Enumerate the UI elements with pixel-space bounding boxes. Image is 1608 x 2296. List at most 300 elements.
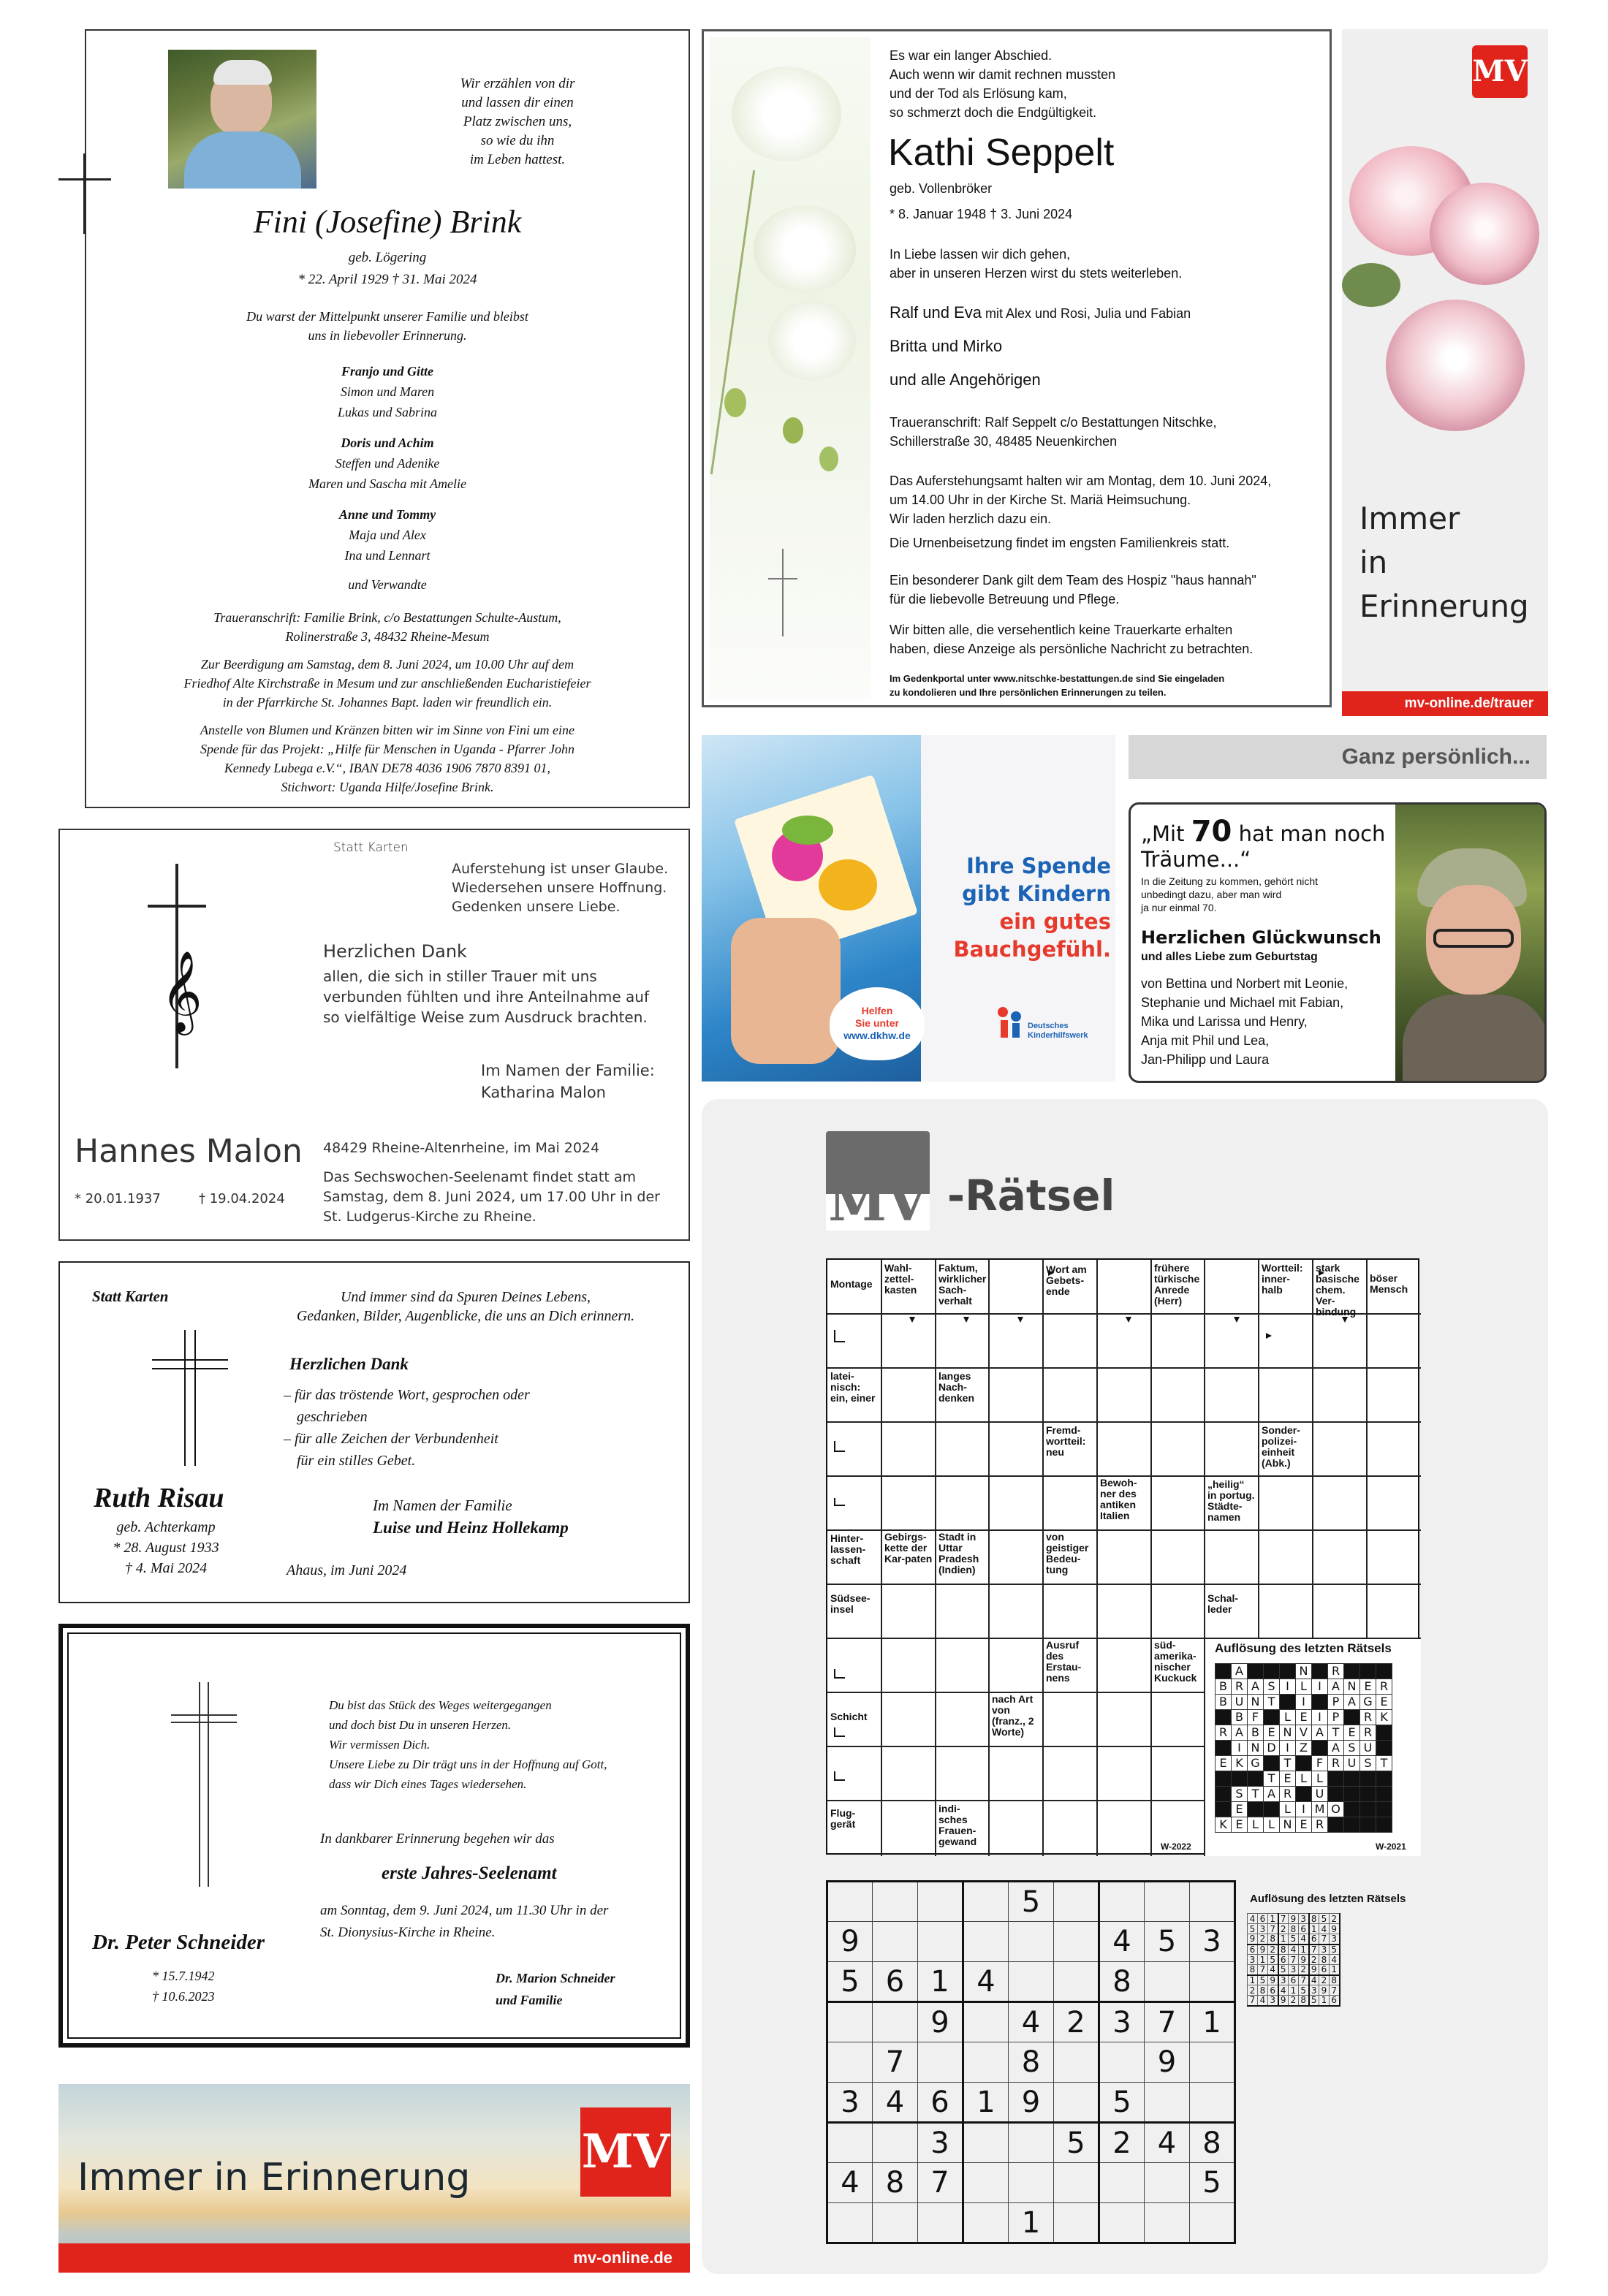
born: * 20.01.1937: [75, 1191, 161, 1206]
place-date: 48429 Rheine-Altenrheine, im Mai 2024: [323, 1140, 600, 1156]
family-line: Katharina Malon: [481, 1084, 606, 1101]
sudoku-cell[interactable]: [1145, 2203, 1190, 2243]
born-name: geb. Achterkamp: [116, 1519, 216, 1535]
solution-cell: L: [1280, 1710, 1296, 1725]
solution-cell: R: [1360, 1710, 1376, 1725]
family-line: Dr. Marion Schneider: [496, 1971, 615, 1985]
solution-cell: E: [1280, 1771, 1296, 1787]
sudoku-cell[interactable]: [1099, 1882, 1145, 1922]
solution-cell: 3: [1289, 1965, 1299, 1975]
solution-cell: K: [1232, 1756, 1248, 1771]
solution-cell: 7: [1309, 1945, 1319, 1955]
solution-cell: 2: [1309, 1955, 1319, 1965]
puzzle-code: W-2022: [1161, 1841, 1191, 1852]
mv-url-link[interactable]: mv-online.de: [58, 2243, 690, 2273]
sudoku-cell: 3: [827, 2083, 873, 2123]
family-head: Franjo und Gitte: [341, 364, 434, 379]
solution-cell: R: [1216, 1725, 1232, 1741]
sudoku-row: [827, 2203, 1235, 2243]
solution-cell: 4: [1330, 1955, 1340, 1965]
sudoku-cell[interactable]: [1054, 2083, 1099, 2123]
address: [86, 608, 689, 646]
died: † 10.6.2023: [152, 1989, 215, 2004]
solution-cell: 7: [1299, 1975, 1309, 1985]
solution-cell: L: [1264, 1817, 1280, 1833]
sudoku-cell[interactable]: [827, 2123, 873, 2163]
solution-cell: I: [1280, 1741, 1296, 1756]
solution-cell: 6: [1248, 1945, 1258, 1955]
clue: Wort am Gebets-ende: [1046, 1263, 1087, 1297]
sudoku-cell[interactable]: [827, 2203, 873, 2243]
service-line: um 14.00 Uhr in der Kirche St. Mariä Heimsuchung.: [890, 493, 1191, 507]
solution-cell: R: [1328, 1664, 1344, 1679]
poem-line: so schmerzt doch die Endgültigkeit.: [890, 105, 1097, 120]
solution-cell: 6: [1268, 1985, 1278, 1996]
solution-cell: N: [1280, 1725, 1296, 1741]
solution-cell: [1376, 1817, 1392, 1833]
funeral-line: in der Pfarrkirche St. Johannes Bapt. laden wir freundlich ein.: [222, 695, 553, 710]
solution-row: [1216, 1695, 1392, 1710]
sudoku-cell[interactable]: [873, 2002, 918, 2042]
solution-cell: 3: [1248, 1955, 1258, 1965]
sender-line: Mika und Larissa und Henry,: [1141, 1014, 1308, 1029]
solution-cell: B: [1232, 1710, 1248, 1725]
sudoku-cell: 6: [873, 1962, 918, 2002]
quote-line: Auferstehung ist unser Glaube.: [452, 861, 669, 877]
sudoku-cell[interactable]: [1054, 1882, 1099, 1922]
poem-line: Auch wenn wir damit rechnen mussten: [890, 67, 1116, 82]
card-line: Wir bitten alle, die versehentlich keine Trauerkarte erhalten: [890, 623, 1233, 637]
solution-cell: I: [1296, 1695, 1312, 1710]
born-name: geb. Lögering: [348, 250, 427, 265]
dkhw-name: [1028, 1022, 1088, 1041]
thanks: [323, 966, 649, 1027]
sudoku-cell[interactable]: [1190, 2203, 1235, 2243]
poem-line: Du bist das Stück des Weges weitergegangen: [329, 1698, 552, 1712]
text-intro: [890, 245, 1182, 283]
sudoku-cell[interactable]: [918, 1922, 963, 1962]
sudoku-cell[interactable]: [827, 2002, 873, 2042]
solution-cell: B: [1216, 1679, 1232, 1695]
personal-banner: Ganz persönlich...: [1129, 735, 1547, 779]
solution-row: [1216, 1725, 1392, 1741]
clue: Wahl-zettel-kasten: [884, 1262, 917, 1296]
slogan-line: Immer: [1359, 501, 1460, 536]
sudoku-cell[interactable]: [1054, 2203, 1099, 2243]
solution-row: [1248, 1924, 1340, 1934]
card-note: [890, 620, 1253, 658]
solution-cell: 8: [1258, 1985, 1268, 1996]
solution-cell: E: [1232, 1802, 1248, 1817]
sudoku-cell[interactable]: [873, 2123, 918, 2163]
sudoku-cell: 5: [1009, 1882, 1054, 1922]
family-rest: mit Alex und Rosi, Julia und Fabian: [981, 306, 1191, 321]
solution-cell: 1: [1319, 1996, 1330, 2006]
family-head: Doris und Achim: [341, 436, 434, 450]
clue: Bewoh-ner des antiken Italien: [1100, 1477, 1137, 1521]
solution-cell: G: [1360, 1695, 1376, 1710]
solution-cell: 8: [1299, 1996, 1309, 2006]
portrait-photo: [1395, 805, 1547, 1083]
sudoku-cell[interactable]: [1009, 2163, 1054, 2203]
solution-cell: 8: [1278, 1945, 1289, 1955]
deceased-name: Kathi Seppelt: [888, 132, 1115, 174]
sudoku-cell[interactable]: [963, 1922, 1009, 1962]
thanks-line: Ein besonderer Dank gilt dem Team des Hospiz "haus hannah": [890, 573, 1256, 588]
family-head: Anne und Tommy: [338, 507, 436, 522]
badge-line: Sie unter: [855, 1017, 899, 1029]
funeral-line: Friedhof Alte Kirchstraße in Mesum und zur anschließenden Eucharistiefeier: [183, 676, 591, 691]
solution-cell: S: [1360, 1756, 1376, 1771]
solution-cell: 6: [1309, 1934, 1319, 1945]
sudoku-row: [827, 1882, 1235, 1922]
solution-cell: E: [1376, 1695, 1392, 1710]
solution-row: [1216, 1802, 1392, 1817]
deceased-name: Hannes Malon: [75, 1133, 303, 1170]
solution-cell: I: [1312, 1710, 1328, 1725]
sudoku-cell: 1: [963, 2083, 1009, 2123]
sudoku-cell[interactable]: [1099, 2042, 1145, 2083]
badge-line: Helfen: [861, 1005, 893, 1016]
solution-cell: 6: [1330, 1996, 1340, 2006]
solution-cell: 2: [1319, 1975, 1330, 1985]
solution-cell: 9: [1248, 1934, 1258, 1945]
sudoku-cell[interactable]: [873, 2203, 918, 2243]
sudoku-cell: 8: [873, 2163, 918, 2203]
urn-info: Die Urnenbeisetzung findet im engsten Familienkreis statt.: [890, 536, 1230, 550]
sudoku-cell[interactable]: [918, 1882, 963, 1922]
family-line: Im Namen der Familie:: [481, 1062, 655, 1079]
solution-cell: 7: [1258, 1965, 1268, 1975]
clue: Wortteil: inner-halb: [1262, 1262, 1303, 1296]
sudoku-cell: 4: [1145, 2123, 1190, 2163]
solution-cell: [1312, 1741, 1328, 1756]
sudoku-cell[interactable]: [918, 2042, 963, 2083]
sudoku-cell: 9: [827, 1922, 873, 1962]
solution-cell: [1360, 1817, 1376, 1833]
mv-logo: MV: [580, 2107, 671, 2197]
solution-cell: 8: [1330, 1975, 1340, 1985]
quote-number: 70: [1191, 815, 1232, 848]
solution-cell: N: [1280, 1817, 1296, 1833]
family-list: [86, 361, 689, 595]
sudoku-cell[interactable]: [873, 1882, 918, 1922]
sudoku-cell[interactable]: [827, 1882, 873, 1922]
sudoku-cell[interactable]: [1145, 2083, 1190, 2123]
statt-karten: Statt Karten: [92, 1288, 169, 1305]
solution-cell: F: [1312, 1756, 1328, 1771]
birthday-ad: [1129, 802, 1547, 1083]
life-dates: * 8. Januar 1948 † 3. Juni 2024: [890, 207, 1073, 221]
funeral-line: Zur Beerdigung am Samstag, dem 8. Juni 2024, um 10.00 Uhr auf dem: [200, 657, 574, 672]
clue: Fremd-wortteil: neu: [1046, 1424, 1086, 1458]
solution-cell: Z: [1296, 1741, 1312, 1756]
solution-row: [1248, 1934, 1340, 1945]
donation-line: Spende für das Projekt: „Hilfe für Menschen in Uganda - Pfarrer John: [200, 742, 575, 756]
family-names: Ralf und Eva: [890, 303, 982, 322]
solution-cell: 8: [1289, 1924, 1299, 1934]
solution-cell: [1360, 1802, 1376, 1817]
poem-line: Platz zwischen uns,: [463, 114, 572, 129]
sender-line: von Bettina und Norbert mit Leonie,: [1141, 976, 1349, 991]
solution-cell: 2: [1289, 1996, 1299, 2006]
solution-title: Auflösung des letzten Rätsels: [1215, 1641, 1392, 1655]
solution-cell: 4: [1248, 1914, 1258, 1924]
card-line: haben, diese Anzeige als persönliche Nachricht zu betrachten.: [890, 642, 1254, 656]
solution-row: [1216, 1710, 1392, 1725]
service-line: Das Sechswochen-Seelenamt findet statt am: [323, 1169, 637, 1185]
quote-part: hat man noch: [1232, 821, 1386, 846]
sudoku-cell[interactable]: [918, 2203, 963, 2243]
donation-line: Kennedy Lubega e.V.“, IBAN DE78 4036 1906 7870 8391 01,: [224, 761, 551, 775]
solution-row: [1248, 1996, 1340, 2006]
poem-line: im Leben hattest.: [469, 152, 566, 167]
senders: [1141, 974, 1348, 1069]
service: [323, 1168, 660, 1227]
sudoku-cell[interactable]: [1145, 2163, 1190, 2203]
slogan-line: ein gutes: [999, 909, 1111, 934]
solution-cell: [1232, 1771, 1248, 1787]
solution-cell: 2: [1278, 1924, 1289, 1934]
solution-cell: 6: [1299, 1924, 1309, 1934]
quote-line-2: Träume...“: [1141, 847, 1251, 872]
sudoku-cell[interactable]: [1190, 2042, 1235, 2083]
sudoku-cell[interactable]: [963, 2203, 1009, 2243]
thanks: [284, 1384, 530, 1472]
life-dates: * 22. April 1929 † 31. Mai 2024: [297, 272, 477, 287]
solution-cell: E: [1360, 1679, 1376, 1695]
solution-cell: A: [1344, 1695, 1360, 1710]
sudoku-cell[interactable]: [1190, 1962, 1235, 2002]
solution-cell: 3: [1330, 1934, 1340, 1945]
solution-row: [1248, 1945, 1340, 1955]
solution-cell: 9: [1278, 1996, 1289, 2006]
solution-cell: R: [1360, 1725, 1376, 1741]
clue: indi-sches Frauen-gewand: [938, 1803, 977, 1847]
sudoku-cell[interactable]: [1054, 1962, 1099, 2002]
family-pre: Im Namen der Familie: [373, 1497, 512, 1514]
solution-row: [1248, 1985, 1340, 1996]
sudoku-cell[interactable]: [963, 2002, 1009, 2042]
thanks-line: verbunden fühlten und ihre Anteilnahme auf: [323, 988, 649, 1006]
sudoku-cell[interactable]: [1054, 1922, 1099, 1962]
solution-cell: K: [1376, 1710, 1392, 1725]
sudoku-cell[interactable]: [873, 1922, 918, 1962]
clue: Sonder-polizei-einheit (Abk.): [1262, 1424, 1300, 1469]
raetsel-title: -Rätsel: [947, 1171, 1115, 1220]
sudoku-cell[interactable]: [1190, 2083, 1235, 2123]
solution-cell: N: [1344, 1679, 1360, 1695]
solution-cell: [1216, 1710, 1232, 1725]
clue: Stadt in Uttar Pradesh (Indien): [938, 1531, 979, 1575]
solution-cell: U: [1360, 1741, 1376, 1756]
puzzle-code: W-2021: [1376, 1841, 1406, 1852]
quote-line: Und immer sind da Spuren Deines Lebens,: [340, 1289, 591, 1305]
sudoku-cell: 1: [1190, 2002, 1235, 2042]
sudoku-solution-grid: [1247, 1913, 1340, 2007]
solution-cell: 5: [1248, 1924, 1258, 1934]
solution-cell: A: [1232, 1725, 1248, 1741]
sudoku-cell[interactable]: [1099, 2163, 1145, 2203]
solution-cell: N: [1248, 1695, 1264, 1710]
solution-cell: 1: [1299, 1945, 1309, 1955]
solution-cell: 1: [1258, 1955, 1268, 1965]
solution-cell: 2: [1258, 1934, 1268, 1945]
sudoku-cell[interactable]: [1054, 2163, 1099, 2203]
solution-cell: [1328, 1771, 1344, 1787]
service: [890, 471, 1271, 528]
solution-cell: 3: [1258, 1924, 1268, 1934]
solution-cell: [1344, 1664, 1360, 1679]
sudoku-cell[interactable]: [963, 2042, 1009, 2083]
clue: Südsee-insel: [830, 1592, 871, 1615]
solution-cell: R: [1280, 1787, 1296, 1802]
sudoku-cell: 7: [873, 2042, 918, 2083]
small-line: In die Zeitung zu kommen, gehört nicht: [1141, 875, 1319, 887]
family-member: Simon und Maren: [340, 384, 435, 399]
sudoku-cell[interactable]: [963, 1882, 1009, 1922]
thanks-line: allen, die sich in stiller Trauer mit uns: [323, 968, 597, 985]
sudoku-cell[interactable]: [963, 2163, 1009, 2203]
solution-cell: 7: [1278, 1914, 1289, 1924]
cross-clef-icon: 𝄞: [148, 864, 206, 1068]
family-member: Maja und Alex: [349, 528, 426, 542]
sudoku-cell: 9: [1009, 2083, 1054, 2123]
sudoku-cell[interactable]: [1009, 1922, 1054, 1962]
solution-cell: T: [1328, 1725, 1344, 1741]
clue: Faktum, wirklicher Sach-verhalt: [938, 1262, 987, 1307]
solution-cell: 7: [1319, 1934, 1330, 1945]
solution-cell: K: [1216, 1817, 1232, 1833]
funeral-info: [86, 655, 689, 712]
solution-cell: T: [1280, 1756, 1296, 1771]
solution-cell: A: [1264, 1787, 1280, 1802]
cross-icon: [768, 549, 797, 636]
solution-cell: [1216, 1771, 1232, 1787]
sudoku-cell[interactable]: [1009, 1962, 1054, 2002]
solution-row: [1216, 1679, 1392, 1695]
solution-cell: R: [1312, 1817, 1328, 1833]
solution-cell: 2: [1268, 1945, 1278, 1955]
solution-cell: I: [1232, 1741, 1248, 1756]
mv-memorial-ad: [1342, 29, 1548, 716]
sudoku-cell[interactable]: [1009, 2123, 1054, 2163]
sudoku-solution-title: Auflösung des letzten Rätsels: [1250, 1893, 1406, 1905]
sudoku-cell: 3: [918, 2123, 963, 2163]
org-line: Kinderhilfswerk: [1028, 1031, 1088, 1040]
solution-cell: 4: [1289, 1945, 1299, 1955]
intro-line: uns in liebevoller Erinnerung.: [308, 328, 467, 343]
sudoku-cell[interactable]: [1054, 2042, 1099, 2083]
clue: frühere türkische Anrede (Herr): [1154, 1262, 1200, 1307]
solution-cell: S: [1232, 1787, 1248, 1802]
service-line: Samstag, dem 8. Juni 2024, um 17.00 Uhr in der: [323, 1189, 660, 1205]
badge-line: www.dkhw.de: [843, 1030, 911, 1041]
sudoku-row: [827, 1922, 1235, 1962]
solution-cell: 4: [1299, 1934, 1309, 1945]
obituary-seppelt: [702, 29, 1332, 707]
address: [890, 413, 1217, 451]
clue: böser Mensch: [1370, 1272, 1408, 1295]
sudoku-cell: 4: [1099, 1922, 1145, 1962]
solution-cell: 1: [1278, 1934, 1289, 1945]
family-member: Maren und Sascha mit Amelie: [308, 476, 466, 491]
solution-cell: 7: [1268, 1924, 1278, 1934]
solution-cell: 2: [1330, 1914, 1340, 1924]
place-date: Ahaus, im Juni 2024: [287, 1562, 407, 1578]
solution-cell: [1248, 1664, 1264, 1679]
poem-line: so wie du ihn: [480, 133, 555, 148]
deceased-name: Fini (Josefine) Brink: [253, 204, 522, 240]
obituary-risau: [58, 1261, 690, 1603]
family-member: Steffen und Adenike: [335, 456, 440, 471]
sudoku-cell[interactable]: [1145, 1882, 1190, 1922]
address-line: Schillerstraße 30, 48485 Neuenkirchen: [890, 434, 1118, 449]
sudoku-cell: 7: [1145, 2002, 1190, 2042]
donation-line: Anstelle von Blumen und Kränzen bitten wir im Sinne von Fini um eine: [200, 723, 574, 737]
solution-cell: [1264, 1710, 1280, 1725]
sudoku-cell: 4: [873, 2083, 918, 2123]
sudoku-cell[interactable]: [1099, 2203, 1145, 2243]
sudoku-cell[interactable]: [1190, 1882, 1235, 1922]
cross-icon: [171, 1682, 237, 1887]
solution-cell: A: [1328, 1679, 1344, 1695]
solution-cell: 5: [1268, 1955, 1278, 1965]
quote-line: Wiedersehen unsere Hoffnung.: [452, 880, 667, 896]
thanks: [890, 571, 1256, 609]
sudoku-cell: 7: [918, 2163, 963, 2203]
sudoku-cell: 8: [1190, 2123, 1235, 2163]
sudoku-cell[interactable]: [827, 2042, 873, 2083]
solution-cell: 7: [1289, 1955, 1299, 1965]
solution-cell: 8: [1309, 1914, 1319, 1924]
thanks-line: – für das tröstende Wort, gesprochen oder: [284, 1387, 530, 1403]
solution-cell: A: [1248, 1679, 1264, 1695]
solution-cell: [1360, 1664, 1376, 1679]
solution-cell: [1216, 1787, 1232, 1802]
solution-cell: [1344, 1787, 1360, 1802]
solution-row: [1216, 1756, 1392, 1771]
dkhw-logo-icon: [998, 1007, 1023, 1039]
solution-cell: I: [1312, 1679, 1328, 1695]
sudoku-cell[interactable]: [1145, 1962, 1190, 2002]
sudoku-cell[interactable]: [963, 2123, 1009, 2163]
portal-line: Im Gedenkportal unter www.nitschke-bestattungen.de sind Sie eingeladen: [890, 673, 1225, 684]
solution-cell: P: [1328, 1710, 1344, 1725]
sudoku-cell: 4: [1009, 2002, 1054, 2042]
solution-cell: D: [1264, 1741, 1280, 1756]
family-member: Lukas und Sabrina: [337, 405, 437, 419]
solution-cell: 3: [1309, 1985, 1319, 1996]
solution-cell: S: [1344, 1741, 1360, 1756]
quote-line-1: [1141, 815, 1385, 848]
sudoku-cell: 3: [1099, 2002, 1145, 2042]
solution-cell: L: [1296, 1771, 1312, 1787]
solution-cell: 8: [1248, 1965, 1258, 1975]
family-1: [890, 303, 1191, 322]
solution-cell: P: [1328, 1695, 1344, 1710]
mv-url-link[interactable]: mv-online.de/trauer: [1342, 691, 1548, 716]
sudoku-grid[interactable]: [826, 1880, 1236, 2244]
born-name: geb. Vollenbröker: [890, 181, 993, 196]
solution-cell: A: [1232, 1664, 1248, 1679]
solution-cell: G: [1248, 1756, 1264, 1771]
solution-cell: [1376, 1725, 1392, 1741]
solution-cell: F: [1248, 1710, 1264, 1725]
sudoku-row: [827, 2083, 1235, 2123]
org-line: Deutsches: [1028, 1022, 1069, 1030]
help-badge[interactable]: [830, 987, 925, 1060]
